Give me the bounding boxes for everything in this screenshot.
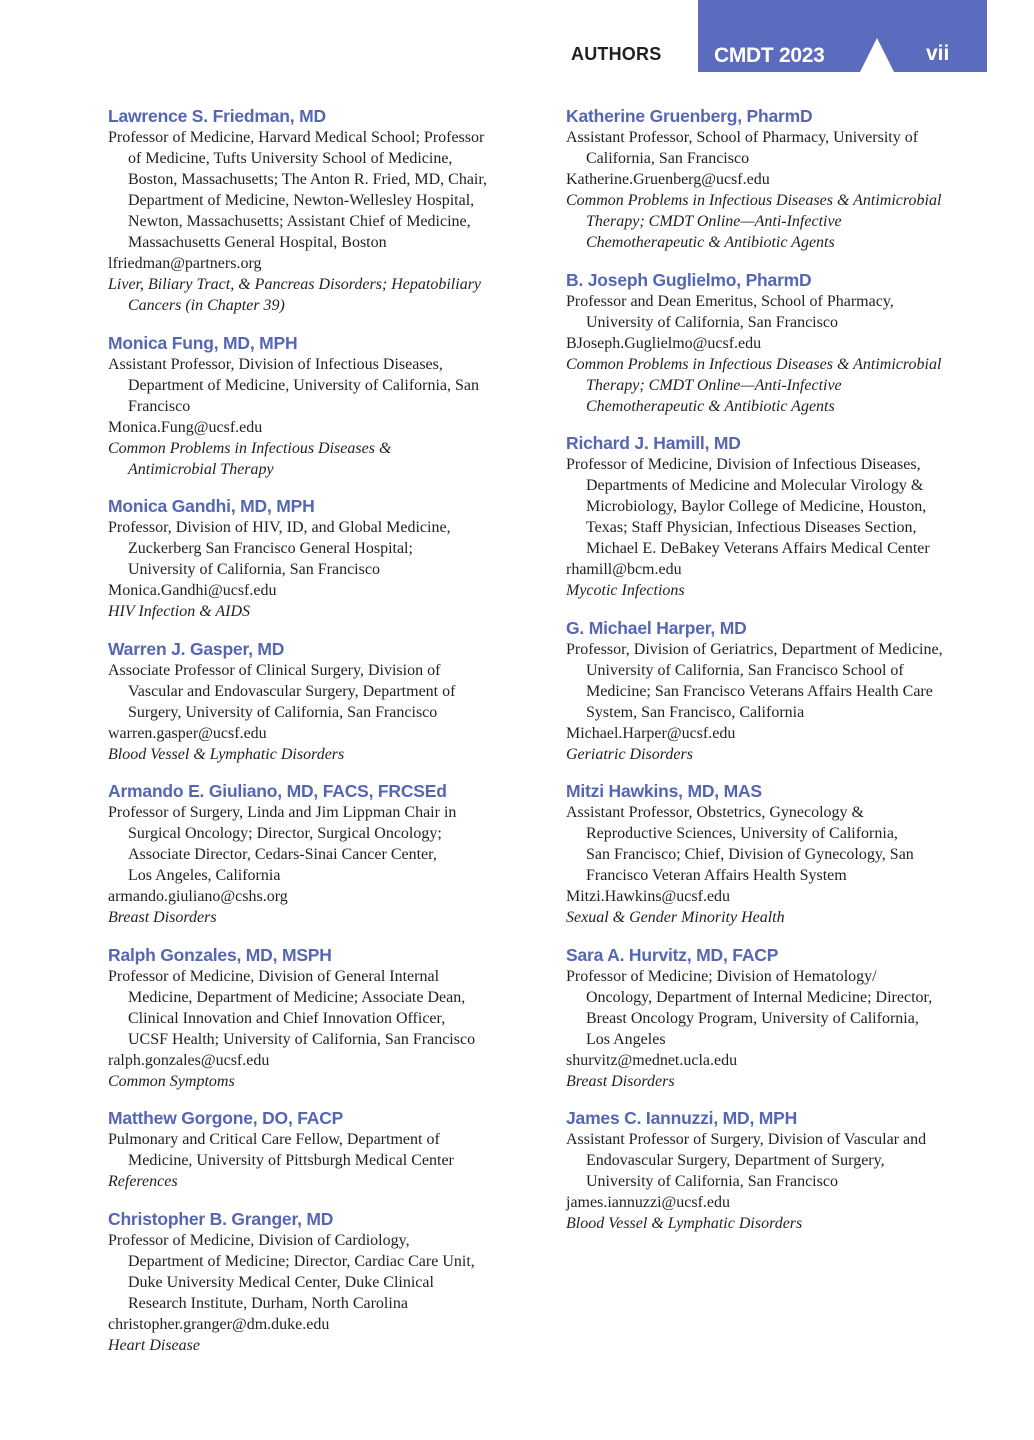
author-entry	[566, 105, 996, 253]
author-affiliation-line: Michael E. DeBakey Veterans Affairs Medical Center	[586, 540, 930, 557]
author-affiliation-line: Los Angeles, California	[128, 867, 281, 884]
author-affiliation-line: Associate Professor of Clinical Surgery, Division of	[108, 661, 441, 679]
author-email: rhamill@bcm.edu	[566, 561, 682, 578]
author-name: Warren J. Gasper, MD	[108, 638, 285, 659]
author-email: BJoseph.Guglielmo@ucsf.edu	[566, 334, 762, 352]
author-entry	[108, 495, 538, 622]
page-number: vii	[926, 42, 950, 65]
author-affiliation-line: California, San Francisco	[586, 150, 750, 167]
author-chapter-line: Geriatric Disorders	[566, 745, 693, 763]
section-label: AUTHORS	[571, 44, 662, 64]
author-name: Sara A. Hurvitz, MD, FACP	[566, 944, 779, 965]
author-chapter-line: Blood Vessel & Lymphatic Disorders	[108, 745, 345, 763]
author-affiliation-line: Department of Medicine, Newton-Wellesley Hospital,	[128, 192, 475, 209]
banner-notch-decoration	[860, 38, 894, 72]
author-affiliation-line: Professor and Dean Emeritus, School of Pharmacy,	[566, 292, 894, 310]
author-email: ralph.gonzales@ucsf.edu	[108, 1051, 270, 1069]
author-affiliation-line: UCSF Health; University of California, San Francisco	[128, 1030, 476, 1048]
author-affiliation-line: Texas; Staff Physician, Infectious Diseases Section,	[586, 519, 917, 536]
author-email: Michael.Harper@ucsf.edu	[566, 724, 736, 742]
author-affiliation-line: Oncology, Department of Internal Medicine; Director,	[586, 988, 933, 1006]
author-affiliation-line: System, San Francisco, California	[586, 703, 805, 721]
author-affiliation-line: University of California, San Francisco	[128, 561, 380, 578]
author-affiliation-line: Department of Medicine; Director, Cardiac Care Unit,	[128, 1252, 475, 1270]
author-affiliation-line: Assistant Professor of Surgery, Division of Vascular and	[566, 1131, 927, 1148]
author-affiliation-line: Medicine, University of Pittsburgh Medical Center	[128, 1152, 454, 1169]
author-chapter-line: Antimicrobial Therapy	[128, 460, 274, 478]
author-affiliation-line: Surgical Oncology; Director, Surgical Oncology;	[128, 825, 442, 842]
author-affiliation-line: Professor of Medicine, Division of Infectious Diseases,	[566, 456, 921, 473]
author-entry	[108, 780, 538, 928]
author-affiliation-line: Newton, Massachusetts; Assistant Chief of Medicine,	[128, 213, 471, 230]
author-chapter-line: Common Symptoms	[108, 1072, 235, 1090]
author-entry	[566, 432, 996, 601]
author-name: Mitzi Hawkins, MD, MAS	[566, 781, 762, 801]
author-affiliation-line: University of California, San Francisco	[586, 313, 838, 331]
book-title: CMDT 2023	[714, 44, 825, 67]
author-affiliation-line: Los Angeles	[586, 1030, 666, 1048]
author-chapter-line: Sexual & Gender Minority Health	[566, 909, 785, 926]
author-entry	[566, 944, 996, 1092]
author-affiliation-line: University of California, San Francisco	[586, 1173, 838, 1190]
author-chapter-line: Mycotic Infections	[566, 582, 685, 599]
author-affiliation-line: Medicine, Department of Medicine; Associate Dean,	[128, 988, 466, 1006]
author-affiliation-line: Research Institute, Durham, North Carolina	[128, 1294, 408, 1312]
author-entry	[108, 944, 538, 1092]
author-email: Katherine.Gruenberg@ucsf.edu	[566, 171, 770, 188]
author-affiliation-line: Professor of Medicine, Harvard Medical School; Professor	[108, 129, 485, 146]
author-chapter-line: HIV Infection & AIDS	[108, 603, 251, 620]
author-chapter-line: References	[108, 1173, 178, 1190]
author-entry	[108, 638, 538, 765]
author-entry	[566, 1107, 996, 1234]
author-affiliation-line: Assistant Professor, Obstetrics, Gynecology &	[566, 804, 864, 821]
author-affiliation-line: Surgery, University of California, San Francisco	[128, 703, 438, 721]
author-email: christopher.granger@dm.duke.edu	[108, 1315, 330, 1333]
author-name: Monica Fung, MD, MPH	[108, 332, 298, 353]
author-chapter-line: Cancers (in Chapter 39)	[128, 297, 285, 314]
author-email: Monica.Fung@ucsf.edu	[108, 418, 263, 436]
author-affiliation-line: Vascular and Endovascular Surgery, Department of	[128, 682, 456, 700]
author-email: james.iannuzzi@ucsf.edu	[566, 1194, 731, 1211]
author-affiliation-line: Reproductive Sciences, University of California,	[586, 825, 898, 842]
author-email: armando.giuliano@cshs.org	[108, 888, 288, 905]
author-name: B. Joseph Guglielmo, PharmD	[566, 269, 812, 290]
author-affiliation-line: Department of Medicine, University of California, San	[128, 376, 480, 394]
author-entry	[566, 617, 996, 765]
author-affiliation-line: Medicine; San Francisco Veterans Affairs Health Care	[586, 682, 933, 700]
author-affiliation-line: Microbiology, Baylor College of Medicine, Houston,	[586, 498, 927, 515]
right-author-column	[566, 105, 996, 1250]
author-affiliation-line: Professor of Medicine, Division of Cardiology,	[108, 1231, 410, 1249]
author-chapter-line: Chemotherapeutic & Antibiotic Agents	[586, 234, 835, 251]
author-chapter-line: Common Problems in Infectious Diseases & Antimicrobial	[566, 192, 942, 209]
author-entry	[566, 780, 996, 928]
author-affiliation-line: Endovascular Surgery, Department of Surgery,	[586, 1152, 885, 1169]
author-chapter-line: Common Problems in Infectious Diseases &	[108, 439, 392, 457]
author-chapter-line: Chemotherapeutic & Antibiotic Agents	[586, 397, 835, 415]
author-name: Katherine Gruenberg, PharmD	[566, 106, 813, 126]
author-name: Lawrence S. Friedman, MD	[108, 106, 326, 126]
author-chapter-line: Therapy; CMDT Online—Anti-Infective	[586, 376, 842, 394]
author-affiliation-line: Zuckerberg San Francisco General Hospital;	[128, 540, 413, 557]
author-affiliation-line: Departments of Medicine and Molecular Virology &	[586, 477, 924, 494]
author-affiliation-line: Assistant Professor, School of Pharmacy, University of	[566, 129, 919, 146]
author-affiliation-line: Associate Director, Cedars-Sinai Cancer Center,	[128, 846, 437, 863]
author-name: Armando E. Giuliano, MD, FACS, FRCSEd	[108, 781, 447, 801]
author-affiliation-line: University of California, San Francisco School of	[586, 661, 904, 679]
author-name: Richard J. Hamill, MD	[566, 433, 741, 453]
author-entry	[566, 269, 996, 417]
author-affiliation-line: Professor, Division of Geriatrics, Department of Medicine,	[566, 640, 943, 658]
author-name: G. Michael Harper, MD	[566, 617, 747, 638]
author-email: shurvitz@mednet.ucla.edu	[566, 1051, 738, 1069]
author-affiliation-line: Duke University Medical Center, Duke Clinical	[128, 1273, 434, 1291]
author-chapter-line: Breast Disorders	[566, 1072, 675, 1090]
author-email: Mitzi.Hawkins@ucsf.edu	[566, 888, 731, 905]
author-affiliation-line: Professor of Medicine; Division of Hematology/	[566, 967, 877, 985]
left-author-column	[108, 105, 538, 1371]
author-name: Christopher B. Granger, MD	[108, 1208, 334, 1229]
author-affiliation-line: Professor, Division of HIV, ID, and Global Medicine,	[108, 519, 451, 536]
author-chapter-line: Blood Vessel & Lymphatic Disorders	[566, 1215, 803, 1232]
author-entry	[108, 1208, 538, 1356]
author-name: Ralph Gonzales, MD, MSPH	[108, 944, 332, 965]
author-affiliation-line: Professor of Surgery, Linda and Jim Lippman Chair in	[108, 804, 457, 821]
author-name: James C. Iannuzzi, MD, MPH	[566, 1108, 798, 1128]
author-affiliation-line: Francisco Veteran Affairs Health System	[586, 867, 847, 884]
author-affiliation-line: Massachusetts General Hospital, Boston	[128, 234, 387, 251]
author-name: Matthew Gorgone, DO, FACP	[108, 1108, 344, 1128]
author-entry	[108, 332, 538, 480]
author-affiliation-line: Breast Oncology Program, University of California,	[586, 1009, 919, 1027]
author-chapter-line: Common Problems in Infectious Diseases & Antimicrobial	[566, 355, 942, 373]
author-affiliation-line: Clinical Innovation and Chief Innovation Officer,	[128, 1009, 446, 1027]
author-entry	[108, 105, 538, 316]
author-email: lfriedman@partners.org	[108, 255, 262, 272]
author-affiliation-line: of Medicine, Tufts University School of Medicine,	[128, 150, 453, 167]
author-email: warren.gasper@ucsf.edu	[108, 724, 267, 742]
author-email: Monica.Gandhi@ucsf.edu	[108, 582, 277, 599]
author-affiliation-line: San Francisco; Chief, Division of Gynecology, San	[586, 846, 914, 863]
author-affiliation-line: Assistant Professor, Division of Infectious Diseases,	[108, 355, 443, 373]
author-affiliation-line: Pulmonary and Critical Care Fellow, Department of	[108, 1131, 440, 1148]
author-entry	[108, 1107, 538, 1192]
author-chapter-line: Heart Disease	[108, 1336, 200, 1354]
author-affiliation-line: Boston, Massachusetts; The Anton R. Fried, MD, Chair,	[128, 171, 488, 188]
author-chapter-line: Therapy; CMDT Online—Anti-Infective	[586, 213, 842, 230]
author-chapter-line: Liver, Biliary Tract, & Pancreas Disorders; Hepatobiliary	[108, 276, 482, 293]
author-chapter-line: Breast Disorders	[108, 909, 217, 926]
author-affiliation-line: Professor of Medicine, Division of General Internal	[108, 967, 440, 985]
author-affiliation-line: Francisco	[128, 397, 191, 415]
author-name: Monica Gandhi, MD, MPH	[108, 496, 315, 516]
